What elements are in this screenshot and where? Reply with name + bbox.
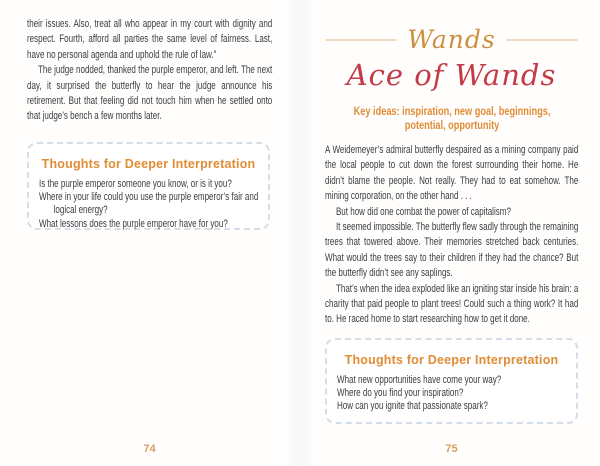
decorative-rule-right: [506, 39, 578, 41]
thoughts-box-questions: [39, 178, 261, 231]
question: How can you ignite that passionate spark?: [337, 400, 488, 413]
key-ideas-line: Key ideas: inspiration, new goal, beginnings,: [353, 106, 551, 118]
thoughts-box-left: [27, 142, 270, 230]
card-title: Ace of Wands: [346, 58, 557, 92]
right-page: [325, 0, 578, 466]
paragraph: A Weidemeyer’s admiral butterfly despaired as a mining company paid the local people to cut down the forest surrounding their home. He didn’t blame the people. Not really. They had to eat somehow. The mining corporation, on the other hand . . .: [325, 144, 579, 203]
thoughts-box-title: Thoughts for Deeper Interpretation: [344, 353, 559, 367]
key-ideas: [326, 105, 579, 133]
decorative-rule-left: [325, 39, 397, 41]
question: What new opportunities have come your way?: [337, 374, 502, 386]
thoughts-box-right: [325, 338, 578, 424]
section-header: [325, 27, 578, 52]
left-page-body-text: [27, 17, 272, 125]
question: Where do you find your inspiration?: [337, 387, 464, 400]
thoughts-box-title: Thoughts for Deeper Interpretation: [41, 157, 256, 171]
question: Where in your life could you use the purple emperor’s fair and logical energy?: [39, 191, 259, 217]
thoughts-box-questions: [337, 374, 571, 414]
paragraph: But how did one combat the power of capitalism?: [335, 205, 511, 218]
right-page-body-text: [325, 143, 578, 328]
paragraph: their issues. Also, treat all who appear in my court with dignity and respect. Fourth, afford all parties the same level of fairness. Last, have no personal agenda and uphold the rule of law.”: [27, 18, 273, 61]
page-gutter: [283, 0, 317, 466]
paragraph: It seemed impossible. The butterfly flew sadly through the remaining trees that towered above. Their memories stretched back centuries. What would the trees say to their children if they had the chance? But the butterfly didn’t see any saplings.: [325, 221, 579, 280]
left-page: [27, 0, 272, 466]
paragraph: That’s when the idea exploded like an igniting star inside his brain: a charity that paid people to plant trees! Could such a thing work? It had to. He raced home to start researching how to get it done.: [325, 282, 579, 326]
page-number-right: 75: [445, 443, 458, 455]
key-ideas-line: potential, opportunity: [404, 120, 500, 132]
question: What lessons does the purple emperor have for you?: [39, 217, 228, 230]
paragraph: The judge nodded, thanked the purple emperor, and left. The next day, it surprised the butterfly to hear the judge announce his retirement. But that feeling did not touch him when he settled onto that judge’s bench a few months later.: [27, 64, 273, 123]
page-number-left: 74: [143, 443, 156, 455]
section-title: Wands: [407, 25, 496, 54]
question: Is the purple emperor someone you know, or is it you?: [39, 178, 232, 190]
